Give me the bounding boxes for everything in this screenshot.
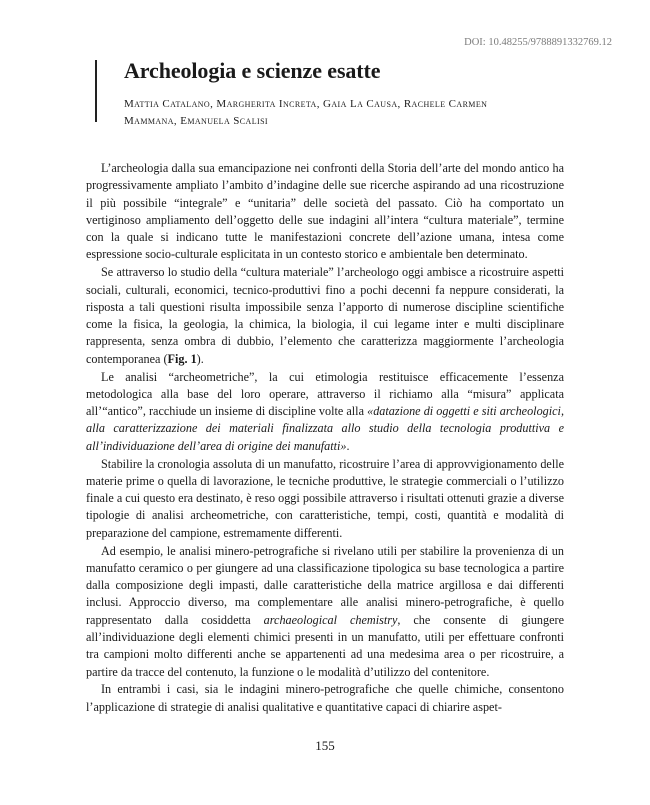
paragraph-2	[86, 264, 564, 368]
page-number: 155	[315, 738, 335, 753]
doi: DOI: 10.48255/9788891332769.12	[464, 37, 612, 48]
paragraph-5-text: Ad esempio, le analisi minero-petrografiche si rivelano utili per stabilire la provenienza di un manufatto ceramico o per giungere ad una classificazione tipologica su base tecnologica a partire dalla composizione degli impasti, dalle caratteristiche della matrice argillosa e dai differenti inclusi. Approccio diverso, ma complementare alle analisi minero-petrografiche, è quello rappresentato dalla cosiddetta	[86, 543, 564, 627]
authors	[124, 96, 564, 130]
figure-reference: Fig. 1	[167, 351, 197, 366]
quotation: «datazione di oggetti e siti archeologici, alla caratterizzazione dei materiali finalizzata allo studio della tecnologia produttiva e all’individuazione dell’area di origine dei manufatti»	[86, 404, 564, 453]
paragraph-6: In entrambi i casi, sia le indagini minero-petrografiche che quelle chimiche, consentono l’applicazione di strategie di analisi qualitative e quantitative capaci di chiarire aspet-	[86, 682, 564, 714]
paragraph-5-end: , che consente di giungere all’individuazione degli elementi chimici presenti in un manufatto, utili per effettuare confronti tra campioni molto differenti anche se appartenenti ad una medesima area o per ricostruire, a partire da tracce del contenuto, la funzione o le modalità d’utilizzo del contenitore.	[86, 612, 564, 679]
header-rule	[95, 60, 97, 122]
paragraph-3	[86, 369, 564, 455]
body-text	[86, 160, 564, 717]
paragraph-2-end: ).	[196, 351, 204, 366]
paragraph-1: L’archeologia dalla sua emancipazione nei confronti della Storia dell’arte del mondo antico ha progressivamente ampliato l’ambito d’indagine delle sue ricerche aspirando ad una ricostruzione il più possibile “integrale” e “unitaria” delle società del passato. Ciò ha comportato un vertiginoso ampliamento dell’oggetto delle sue indagini all’intera “cultura materiale”, termine con la quale si indicano tutte le manifestazioni concrete dell’azione umana, intesa come espressione socio-culturale esplicitata in un contesto storico e ambientale ben determinato.	[86, 161, 564, 262]
authors-line-2: Mammana, Emanuela Scalisi	[124, 115, 268, 127]
paragraph-3-end: .	[346, 438, 350, 453]
term-archaeological-chemistry: archaeological chemistry	[263, 612, 398, 627]
paragraph-5	[86, 543, 564, 681]
paragraph-3-text: Le analisi “archeometriche”, la cui etimologia restituisce efficacemente l’essenza metodologica alla base del loro operare, attraverso il richiamo alla “misura” applicata all’“antico”, racchiude un insieme di discipline volte alla	[86, 369, 564, 419]
article-title: Archeologia e scienze esatte	[124, 58, 381, 83]
paragraph-2-text: Se attraverso lo studio della “cultura materiale” l’archeologo oggi ambisce a ricostruire aspetti sociali, culturali, economici, tecnico-produttivi fino a pochi decenni fa neppure considerati, la risposta a tali questioni risulta impossibile senza l’apporto di numerose discipline scientifiche come la fisica, la geologia, la chimica, la biologia, il cui legame inter e multi disciplinare rappresenta, senza ombra di dubbio, l’elemento che caratterizza maggiormente l’archeologia contemporanea (	[86, 265, 564, 366]
authors-line-1: Mattia Catalano, Margherita Increta, Gaia La Causa, Rachele Carmen	[124, 98, 488, 110]
paragraph-4: Stabilire la cronologia assoluta di un manufatto, ricostruire l’area di approvvigionamento delle materie prime o quella di lavorazione, le tecniche produttive, le strategie commerciali o l’utilizzo finale a cui questo era destinato, è reso oggi possibile attraverso i risultati ottenuti grazie a diverse tipologie di analisi archeometriche, con caratteristiche, tempi, costi, quantità e modalità di preparazione del campione, estremamente differenti.	[86, 456, 564, 540]
